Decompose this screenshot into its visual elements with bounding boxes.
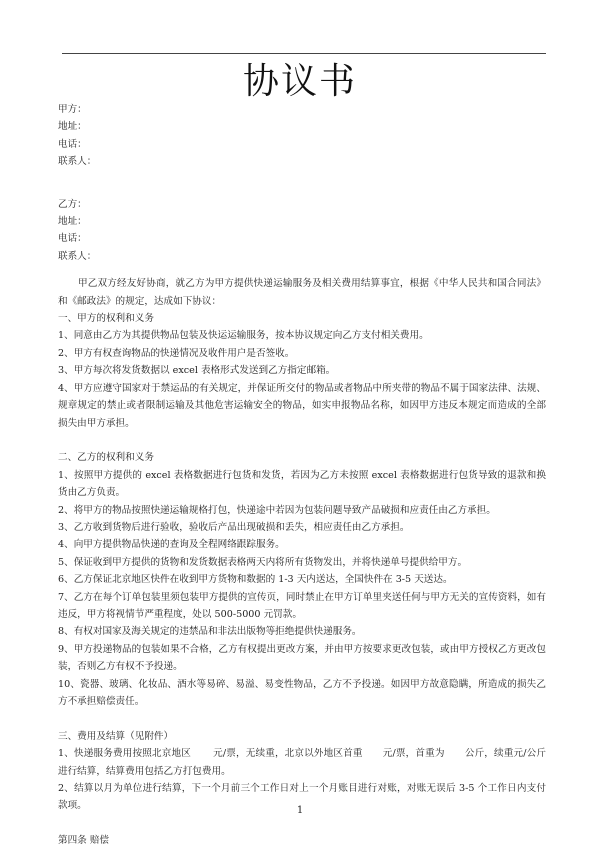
section-2-item: 9、甲方投递物品的包装如果不合格，乙方有权提出更改方案，并由甲方按要求更改包装，或由甲方授权乙方更改包装，否则乙方有权不予投递。 (58, 643, 546, 673)
party-b-address: 地址： (58, 216, 87, 228)
party-b-phone: 电话： (58, 233, 87, 245)
section-2-item: 7、乙方在每个订单包装里须包装甲方提供的宣传页，同时禁止在甲方订单里夹送任何与甲方无关的宣传资料，如有违反，甲方将视情节严重程度，处以 500-5000 元罚款。 (58, 591, 546, 620)
section-2-item: 5、保证收到甲方提供的货物和发货数据表格两天内将所有货物发出，并将快递单号提供给甲方。 (58, 556, 468, 568)
section-2-item: 2、将甲方的物品按照快递运输规格打包，快递途中若因为包装问题导致产品破损和应责任由乙方承担。 (58, 504, 496, 516)
section-3-item-settlement: 2、结算以月为单位进行结算，下一个月前三个工作日对上一个月账目进行对账，对账无误后 3-5 个工作日内支付款项。 (58, 783, 546, 812)
fee-text-first-weight: 元/票，无续重，北京以外地区首重 (212, 748, 363, 760)
party-a-phone: 电话： (58, 138, 87, 150)
section-2-item: 8、有权对国家及海关规定的违禁品和非法出版物等拒绝提供快递服务。 (58, 626, 362, 638)
page-number: 1 (296, 805, 304, 816)
party-a-block (58, 101, 546, 171)
section-1-heading: 一、甲方的权利和义务 (58, 313, 154, 325)
section-1-item: 2、甲方有权查询物品的快递情况及收件用户是否签收。 (58, 347, 295, 359)
section-2 (58, 449, 546, 710)
section-1-item: 4、甲方应遵守国家对于禁运品的有关规定，并保证所交付的物品或者物品中所夹带的物品不属于国家法律、法规、规章规定的禁止或者限制运输及其他危害运输安全的物品，如实申报物品名称，如因甲方违反本规定而造成的全部损失由甲方承担。 (58, 382, 546, 429)
section-1-item: 3、甲方每次将发货数据以 excel 表格形式发送到乙方指定邮箱。 (58, 365, 336, 377)
section-1-item: 1、同意由乙方为其提供物品包装及快运运输服务，按本协议规定向乙方支付相关费用。 (58, 330, 429, 342)
party-b-block (58, 196, 546, 266)
section-2-item: 4、向甲方提供物品快递的查询及全程网络跟踪服务。 (58, 539, 285, 551)
party-a-address: 地址： (58, 121, 87, 133)
section-2-heading: 二、乙方的权利和义务 (58, 452, 154, 464)
section-3 (58, 728, 546, 815)
section-2-item: 3、乙方收到货物后进行验收，验收后产品出现破损和丢失，相应责任由乙方承担。 (58, 521, 410, 533)
section-1 (58, 310, 546, 432)
section-3-heading: 三、费用及结算（见附件） (58, 730, 174, 742)
intro-paragraph: 甲乙双方经友好协商，就乙方为甲方提供快递运输服务及相关费用结算事宜，根据《中华人民共和国合同法》和《邮政法》的规定，达成如下协议： (58, 278, 546, 307)
header-rule (62, 53, 546, 54)
fee-text-continued: 公斤，续重元/公斤进行结算，结算费用包括乙方打包费用。 (58, 748, 547, 777)
party-a-label: 甲方： (58, 104, 87, 115)
document-title: 协议书 (242, 61, 357, 102)
party-b-contact: 联系人： (58, 250, 97, 262)
section-2-item: 10、瓷器、玻璃、化妆品、酒水等易碎、易溢、易变性物品，乙方不予投递。如因甲方故意隐瞒，所造成的损失乙方不承担赔偿责任。 (58, 678, 546, 707)
section-2-item: 6、乙方保证北京地区快件在收到甲方货物和数据的 1-3 天内送达，全国快件在 3-5 天送达。 (58, 574, 453, 586)
fee-text-first-weight-kg: 元/票，首重为 (382, 748, 445, 760)
party-a-contact: 联系人： (58, 156, 97, 168)
section-3-item-fees (58, 745, 546, 780)
section-2-item: 1、按照甲方提供的 excel 表格数据进行包货和发货，若因为乙方未按照 excel 表格数据进行包货导致的退款和换货由乙方负责。 (58, 469, 546, 499)
section-4-heading: 第四条 赔偿 (58, 835, 110, 847)
document-body (58, 101, 546, 850)
fee-text-beijing: 1、快递服务费用按照北京地区 (58, 748, 191, 760)
party-b-label: 乙方： (58, 198, 87, 210)
